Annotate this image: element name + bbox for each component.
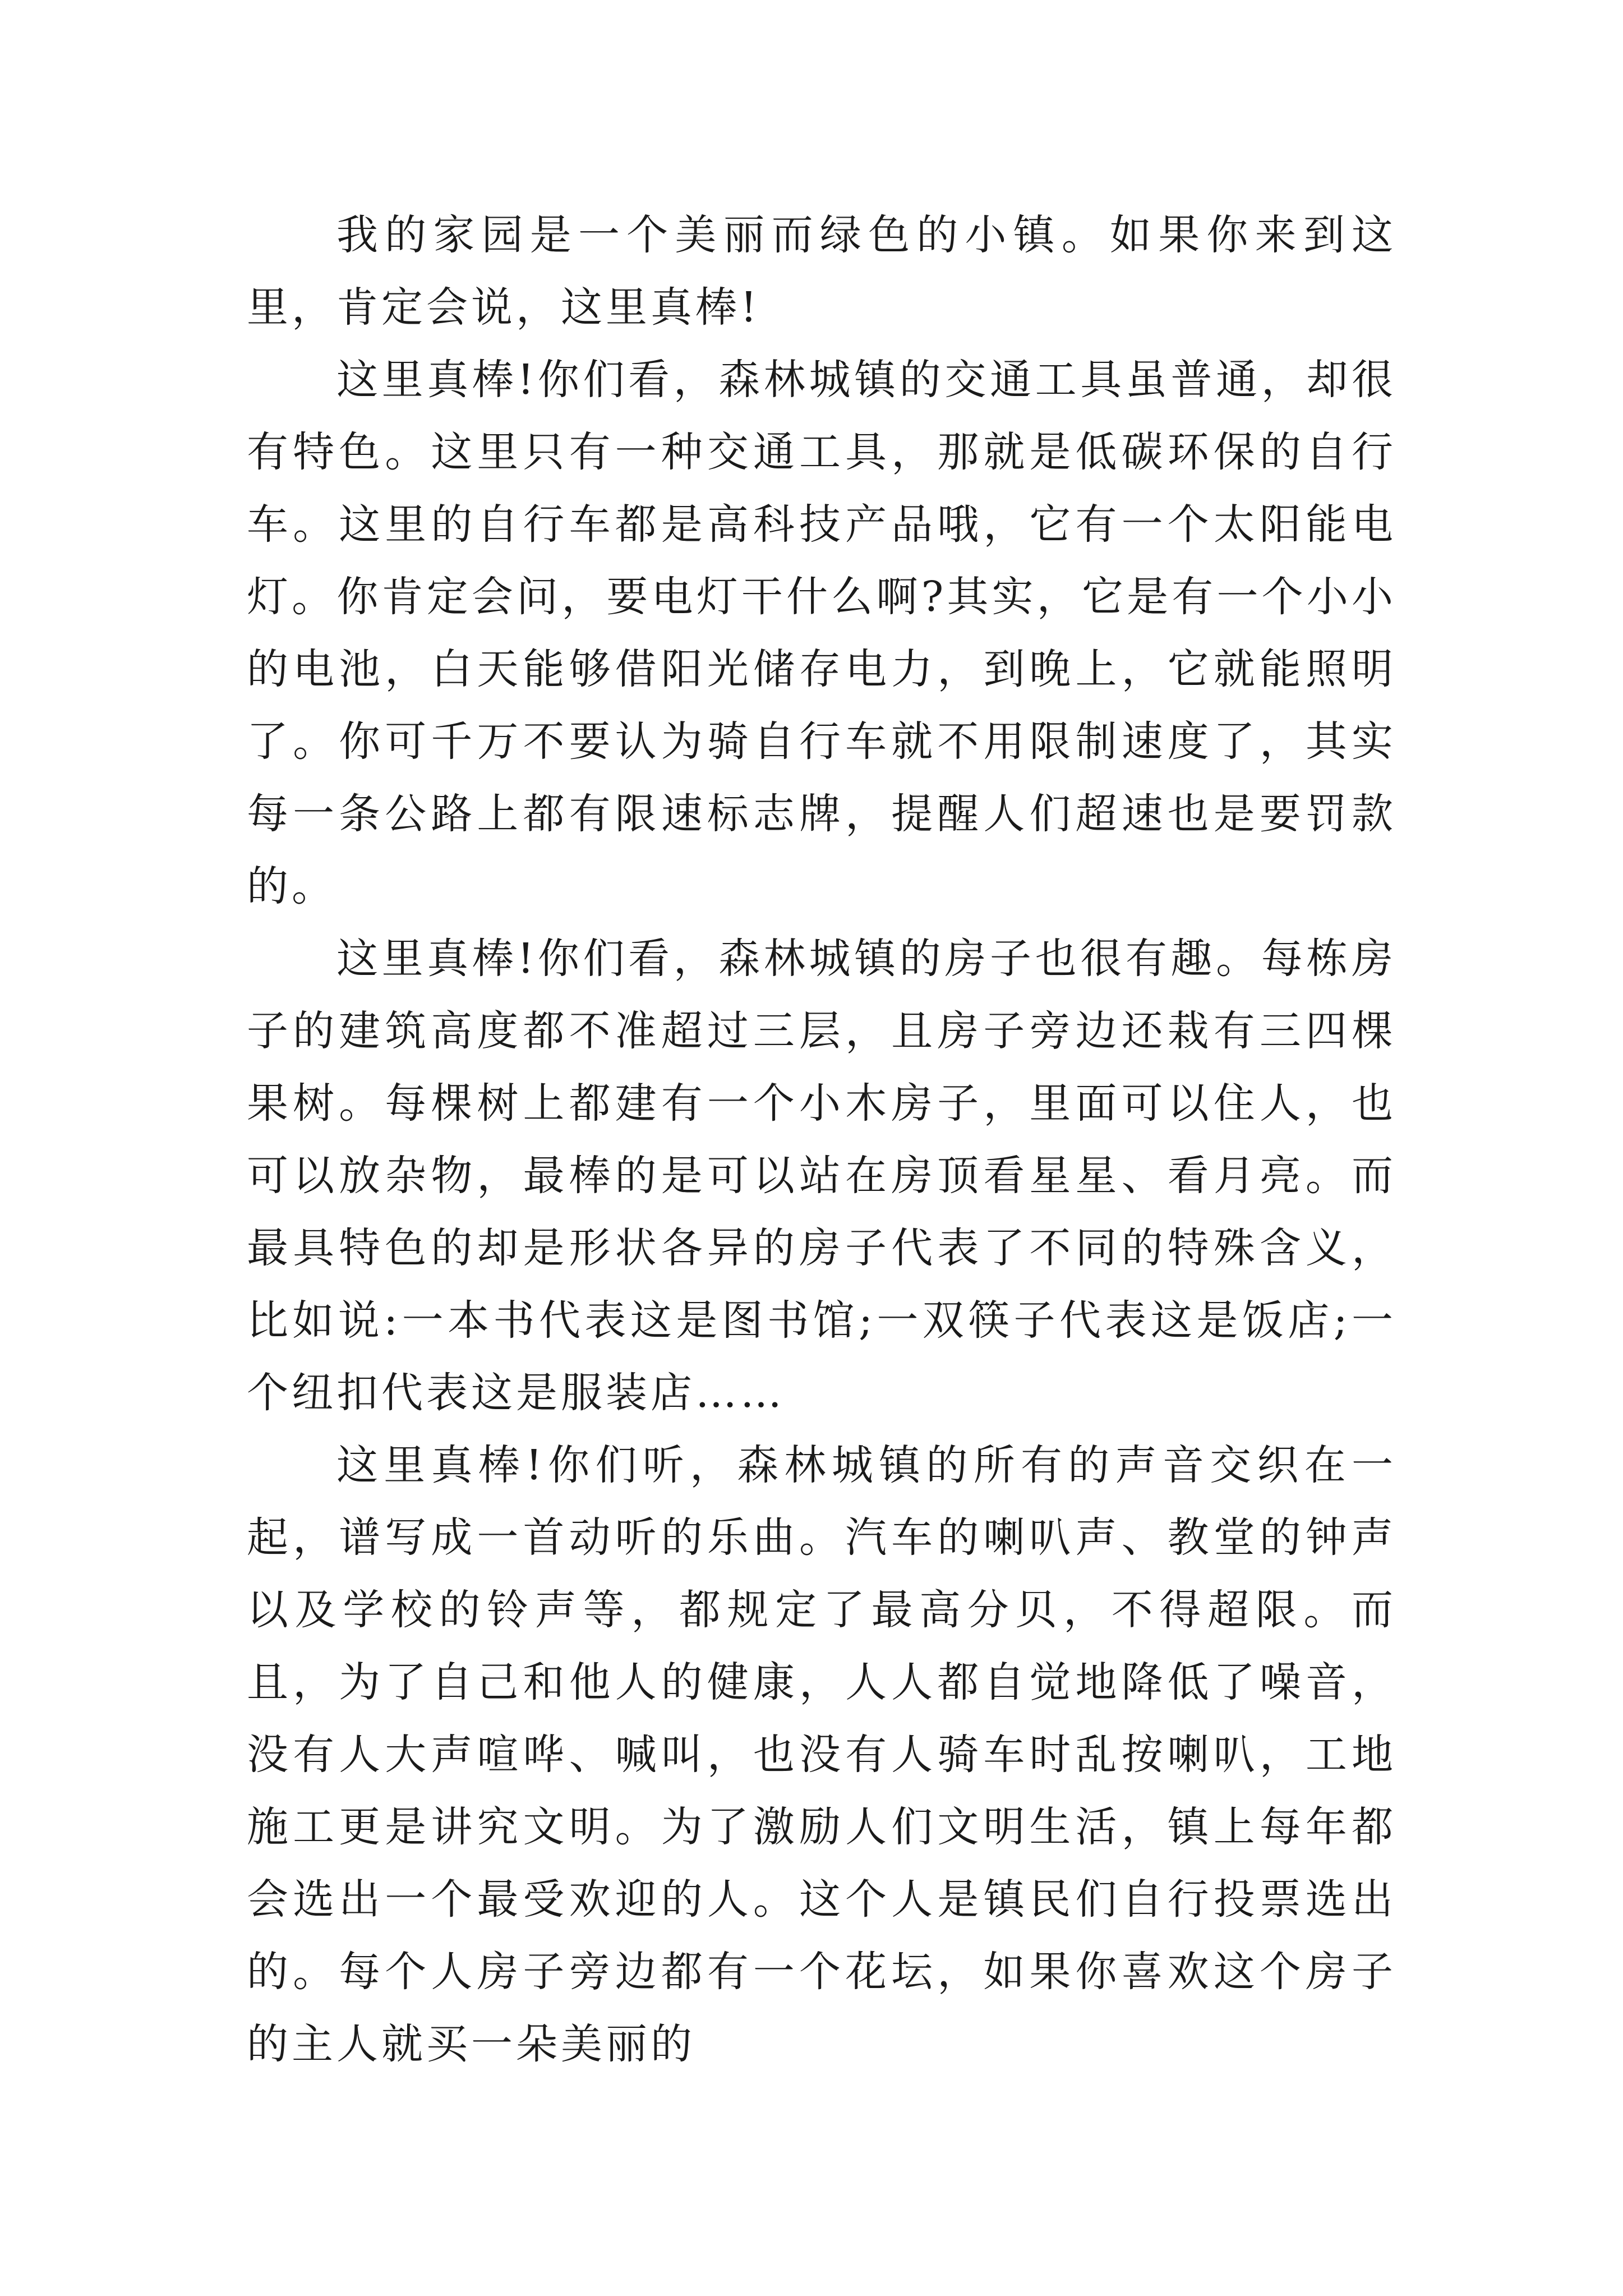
paragraph: 这里真棒!你们听，森林城镇的所有的声音交织在一起，谱写成一首动听的乐曲。汽车的喇叭声、教堂的钟声以及学校的铃声等，都规定了最高分贝，不得超限。而且，为了自己和他人的健康，人人都自觉地降低了噪音，没有人大声喧哗、喊叫，也没有人骑车时乱按喇叭，工地施工更是讲究文明。为了激励人们文明生活，镇上每年都会选出一个最受欢迎的人。这个人是镇民们自行投票选出的。每个人房子旁边都有一个花坛，如果你喜欢这个房子的主人就买一朵美丽的	[247, 1441, 1396, 2068]
paragraph: 这里真棒!你们看，森林城镇的交通工具虽普通，却很有特色。这里只有一种交通工具，那就是低碳环保的自行车。这里的自行车都是高科技产品哦，它有一个太阳能电灯。你肯定会问，要电灯干什么啊?其实，它是有一个小小的电池，白天能够借阳光储存电力，到晚上，它就能照明了。你可千万不要认为骑自行车就不用限制速度了，其实每一条公路上都有限速标志牌，提醒人们超速也是要罚款的。	[247, 356, 1396, 910]
paragraph: 我的家园是一个美丽而绿色的小镇。如果你来到这里，肯定会说，这里真棒!	[247, 211, 1396, 332]
document-body	[247, 199, 1396, 2081]
paragraph: 这里真棒!你们看，森林城镇的房子也很有趣。每栋房子的建筑高度都不准超过三层，且房子旁边还栽有三四棵果树。每棵树上都建有一个小木房子，里面可以住人，也可以放杂物，最棒的是可以站在房顶看星星、看月亮。而最具特色的却是形状各异的房子代表了不同的特殊含义，比如说:一本书代表这是图书馆;一双筷子代表这是饭店;一个纽扣代表这是服装店……	[247, 935, 1396, 1417]
